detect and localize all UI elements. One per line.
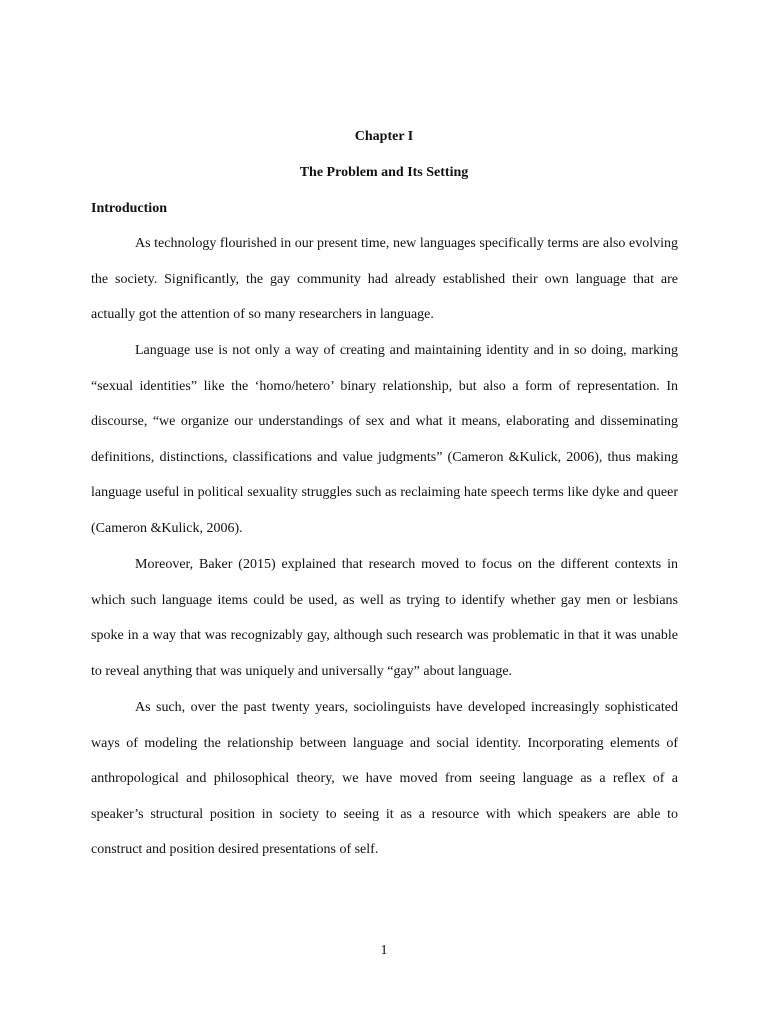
paragraph-2: Language use is not only a way of creating and maintaining identity and in so doing, marking “sexual identities” like the ‘homo/hetero’ binary relationship, but also a form of representation. In discourse, “we organize our understandings of sex and what it means, elaborating and disseminating definitions, distinctions, classifications and value judgments” (Cameron &Kulick, 2006), thus making language useful in political sexuality struggles such as reclaiming hate speech terms like dyke and queer (Cameron &Kulick, 2006). bbox=[91, 343, 678, 536]
paragraph-3: Moreover, Baker (2015) explained that research moved to focus on the different contexts in which such language items could be used, as well as trying to identify whether gay men or lesbians spoke in a way that was recognizably gay, although such research was problematic in that it was unable to reveal anything that was uniquely and universally “gay” about language. bbox=[91, 557, 678, 679]
page-number: 1 bbox=[380, 943, 388, 958]
chapter-heading: Chapter I bbox=[354, 129, 414, 144]
section-heading: Introduction bbox=[91, 201, 167, 216]
paragraph-4: As such, over the past twenty years, sociolinguists have developed increasingly sophisticated ways of modeling the relationship between language and social identity. Incorporating elements of anthropological and philosophical theory, we have moved from seeing language as a reflex of a speaker’s structural position in society to seeing it as a resource with which speakers are able to construct and position desired presentations of self. bbox=[91, 700, 678, 858]
chapter-title: The Problem and Its Setting bbox=[299, 165, 469, 180]
paragraph-1: As technology flourished in our present time, new languages specifically terms are also evolving the society. Significantly, the gay community had already established their own language that are actually got the attention of so many researchers in language. bbox=[91, 236, 678, 323]
